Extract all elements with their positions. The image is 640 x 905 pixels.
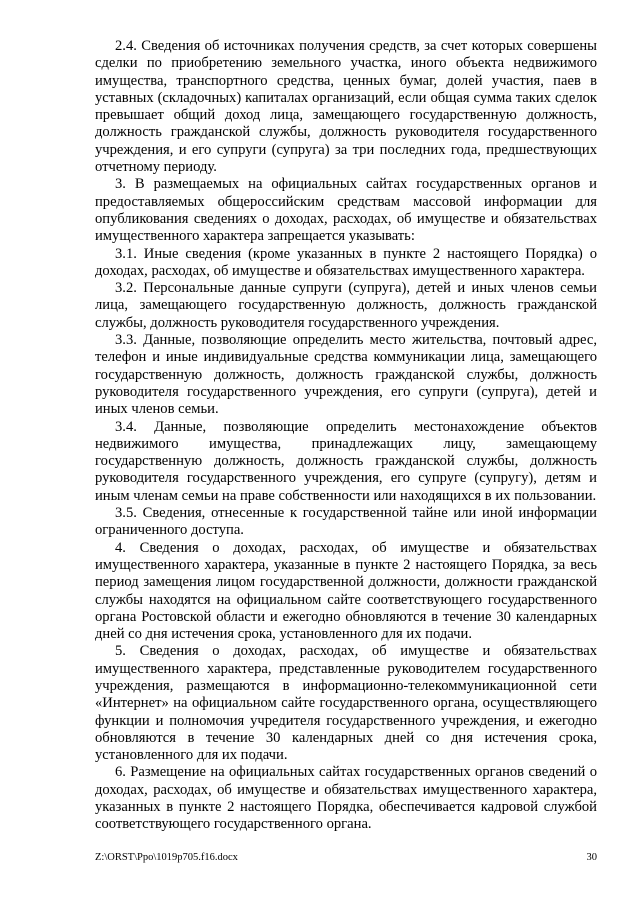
- paragraph-3-3: 3.3. Данные, позволяющие определить место жительства, почтовый адрес, телефон и иные индивидуальные средства коммуникации лица, замещающего государственную должность, должность гражданской службы, должность руководителя государственного учреждения, его супруги (супруга), детей и иных членов семьи.: [95, 332, 597, 418]
- paragraph-3-1: 3.1. Иные сведения (кроме указанных в пункте 2 настоящего Порядка) о доходах, расходах, об имуществе и обязательствах имущественного характера.: [95, 245, 597, 279]
- paragraph-6: 6. Размещение на официальных сайтах государственных органов сведений о доходах, расходах, об имуществе и обязательствах имущественного характера, указанных в пункте 2 настоящего Порядка, обеспечивается кадровой службой соответствующего государственного органа.: [95, 764, 597, 833]
- paragraph-2-4: 2.4. Сведения об источниках получения средств, за счет которых совершены сделки по приобретению земельного участка, иного объекта недвижимого имущества, транспортного средства, ценных бумаг, долей участия, паев в уставных (складочных) капиталах организаций, если общая сумма таких сделок превышает общий доход лица, замещающего государственную должность, должность гражданской службы, должность руководителя государственного учреждения, и его супруги (супруга) за три последних года, предшествующих отчетному периоду.: [95, 38, 597, 176]
- paragraph-4: 4. Сведения о доходах, расходах, об имуществе и обязательствах имущественного характера, указанные в пункте 2 настоящего Порядка, за весь период замещения лицом государственной должности, должности гражданской службы находятся на официальном сайте соответствующего государственного органа Ростовской области и ежегодно обновляются в течение 30 календарных дней со дня истечения срока, установленного для их подачи.: [95, 539, 597, 643]
- footer-file-path: Z:\ORST\Ppo\1019p705.f16.docx: [95, 852, 238, 863]
- document-body: [95, 38, 597, 834]
- paragraph-3: 3. В размещаемых на официальных сайтах государственных органов и предоставляемых общероссийским средствам массовой информации для опубликования сведениях о доходах, расходах, об имуществе и обязательствах имущественного характера запрещается указывать:: [95, 176, 597, 245]
- paragraph-3-5: 3.5. Сведения, отнесенные к государственной тайне или иной информации ограниченного доступа.: [95, 505, 597, 539]
- paragraph-5: 5. Сведения о доходах, расходах, об имуществе и обязательствах имущественного характера, представленные руководителем государственного учреждения, размещаются в информационно-телекоммуникационной сети «Интернет» на официальном сайте государственного органа, осуществляющего функции и полномочия учредителя государственного учреждения, и ежегодно обновляются в течение 30 календарных дней со дня истечения срока, установленного для их подачи.: [95, 643, 597, 764]
- page-number: 30: [586, 852, 597, 863]
- page-footer: [95, 852, 597, 868]
- paragraph-3-4: 3.4. Данные, позволяющие определить местонахождение объектов недвижимого имущества, принадлежащих лицу, замещающему государственную должность, должность гражданской службы, должность руководителя государственного учреждения, его супруге (супругу), детям и иным членам семьи на праве собственности или находящихся в их пользовании.: [95, 418, 597, 504]
- paragraph-3-2: 3.2. Персональные данные супруги (супруга), детей и иных членов семьи лица, замещающего государственную должность, должность гражданской службы, должность руководителя государственного учреждения.: [95, 280, 597, 331]
